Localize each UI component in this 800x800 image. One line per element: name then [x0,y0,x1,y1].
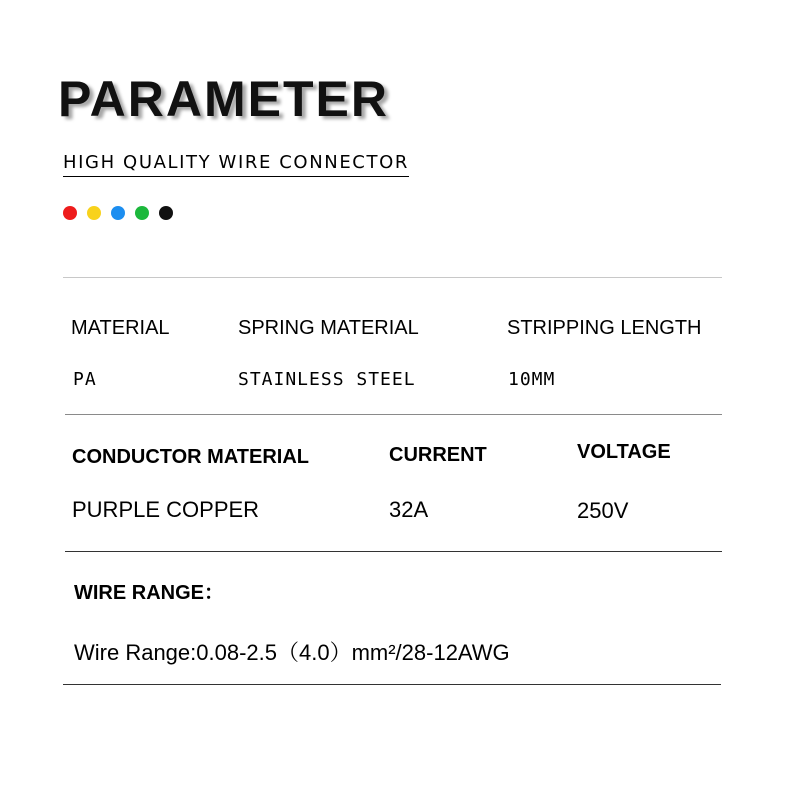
divider-top [63,277,722,278]
current-value: 32A [389,497,429,522]
wire-range-value: Wire Range:0.08-2.5（4.0）mm²/28-12AWG [74,640,510,665]
red-dot-icon [63,206,77,220]
green-dot-icon [135,206,149,220]
material-label: MATERIAL [71,317,170,339]
page-subtitle: HIGH QUALITY WIRE CONNECTOR [63,153,409,177]
voltage-value: 250V [577,498,629,523]
voltage-label: VOLTAGE [577,441,671,463]
yellow-dot-icon [87,206,101,220]
stripping-length-value: 10MM [508,369,556,390]
divider-row1 [65,414,722,415]
stripping-length-label: STRIPPING LENGTH [507,317,702,339]
blue-dot-icon [111,206,125,220]
color-dots [63,206,173,220]
spring-material-label: SPRING MATERIAL [238,317,419,339]
spring-material-value: STAINLESS STEEL [238,369,416,390]
page-title: PARAMETER [58,71,389,127]
wire-range-label: WIRE RANGE： [74,582,224,604]
conductor-material-label: CONDUCTOR MATERIAL [72,446,310,468]
conductor-material-value: PURPLE COPPER [72,497,260,522]
divider-row2 [65,551,722,552]
divider-bottom [63,684,721,685]
material-value: PA [73,369,97,390]
current-label: CURRENT [389,444,487,466]
black-dot-icon [159,206,173,220]
